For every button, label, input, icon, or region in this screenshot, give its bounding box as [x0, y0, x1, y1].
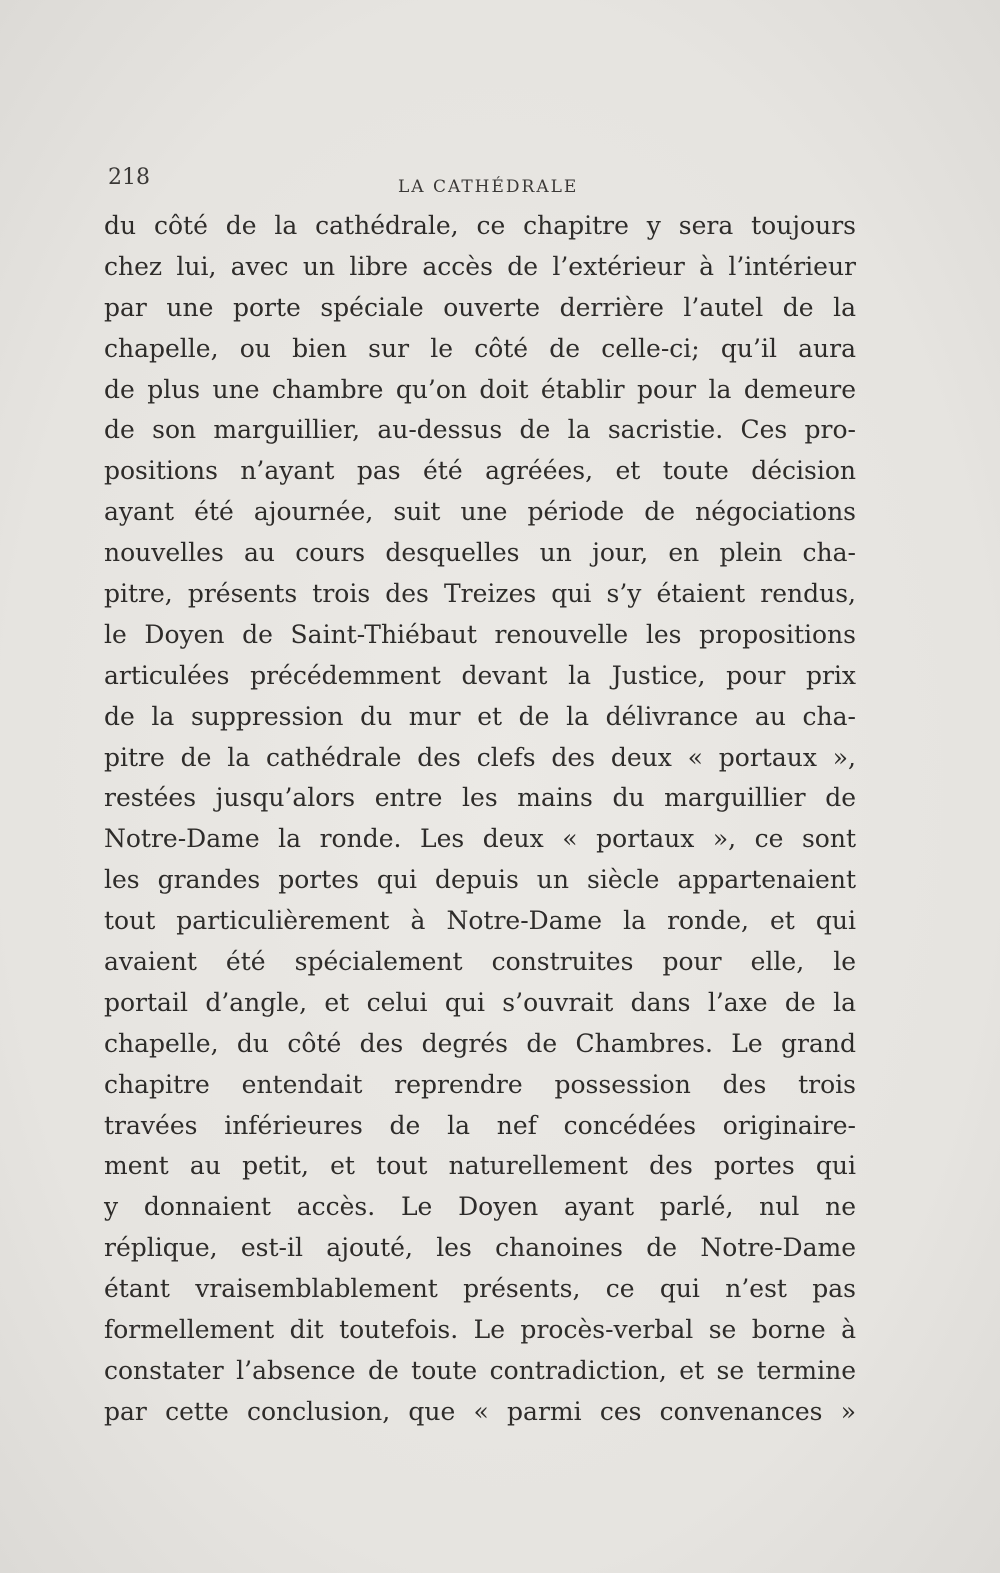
body-text — [104, 206, 864, 1433]
text-line: formellement dit toutefois. Le procès-verbal se borne à — [104, 1315, 856, 1345]
running-title: LA CATHÉDRALE — [398, 177, 579, 197]
text-line: les grandes portes qui depuis un siècle appartenaient — [104, 865, 856, 895]
text-line: pitre de la cathédrale des clefs des deux « portaux », — [104, 742, 856, 772]
text-line: chez lui, avec un libre accès de l’extérieur à l’intérieur — [104, 251, 856, 281]
text-line: par une porte spéciale ouverte derrière l’autel de la — [104, 292, 856, 322]
text-line: Notre-Dame la ronde. Les deux « portaux », ce sont — [104, 824, 856, 854]
text-line: restées jusqu’alors entre les mains du marguillier de — [104, 783, 856, 813]
page-number: 218 — [108, 165, 150, 190]
text-line: du côté de la cathédrale, ce chapitre y sera toujours — [104, 211, 856, 240]
text-line: chapitre entendait reprendre possession des trois — [104, 1069, 856, 1099]
text-line: étant vraisemblablement présents, ce qui n’est pas — [104, 1274, 856, 1304]
text-line: tout particulièrement à Notre-Dame la ronde, et qui — [104, 906, 856, 936]
text-line: de plus une chambre qu’on doit établir pour la demeure — [104, 374, 856, 404]
text-line: y donnaient accès. Le Doyen ayant parlé, nul ne — [104, 1192, 856, 1222]
text-line: pitre, présents trois des Treizes qui s’y étaient rendus, — [104, 579, 856, 609]
text-line: avaient été spécialement construites pour elle, le — [104, 947, 856, 977]
text-line: articulées précédemment devant la Justice, pour prix — [104, 660, 856, 690]
text-line: réplique, est-il ajouté, les chanoines de Notre-Dame — [104, 1233, 856, 1263]
text-line: travées inférieures de la nef concédées originaire- — [104, 1110, 856, 1140]
text-line: chapelle, du côté des degrés de Chambres. Le grand — [104, 1028, 856, 1058]
text-line: constater l’absence de toute contradiction, et se termine — [104, 1355, 856, 1385]
text-line: portail d’angle, et celui qui s’ouvrait dans l’axe de la — [104, 987, 856, 1017]
text-line: de la suppression du mur et de la délivrance au cha- — [104, 701, 856, 731]
text-line: nouvelles au cours desquelles un jour, en plein cha- — [104, 538, 856, 568]
text-line: positions n’ayant pas été agréées, et toute décision — [104, 456, 856, 486]
text-line: par cette conclusion, que « parmi ces convenances » — [104, 1396, 856, 1426]
text-line: de son marguillier, au-dessus de la sacristie. Ces pro- — [104, 415, 856, 445]
text-line: ayant été ajournée, suit une période de négociations — [104, 497, 856, 527]
text-line: le Doyen de Saint-Thiébaut renouvelle les propositions — [104, 619, 856, 649]
page-header — [108, 165, 863, 205]
text-line: chapelle, ou bien sur le côté de celle-ci; qu’il aura — [104, 333, 856, 363]
text-line: ment au petit, et tout naturellement des portes qui — [104, 1151, 856, 1181]
